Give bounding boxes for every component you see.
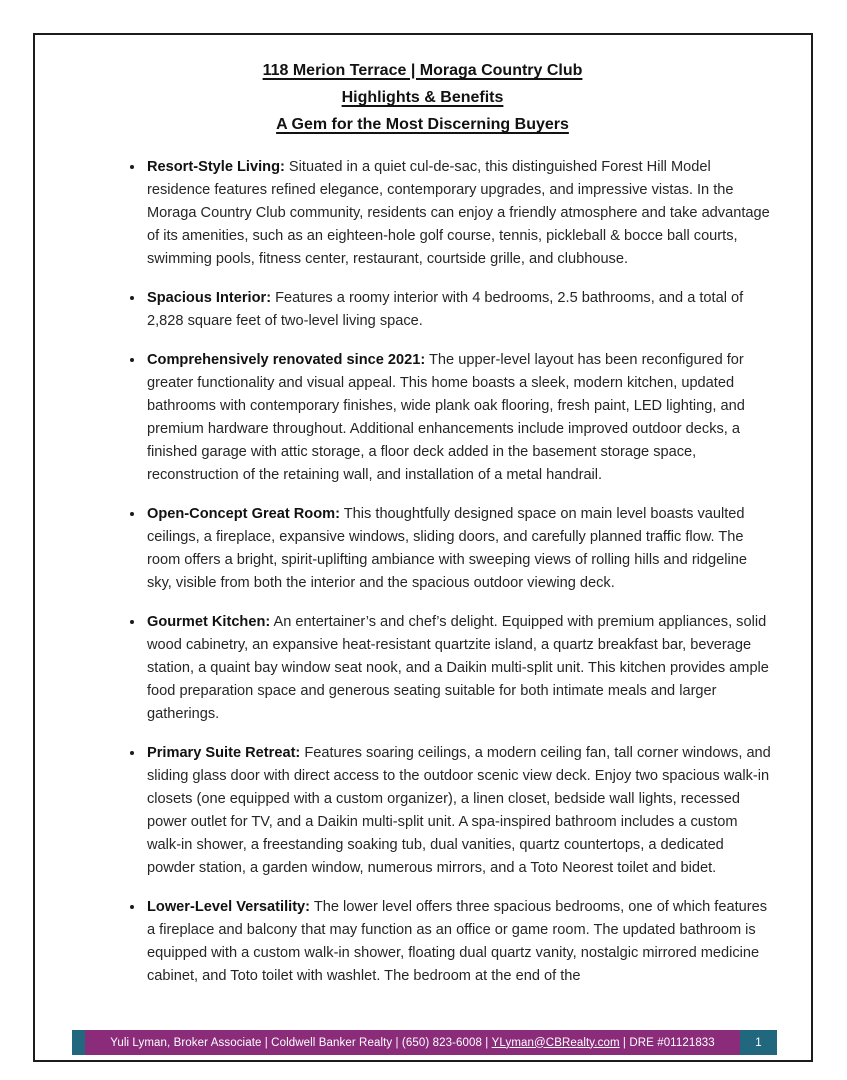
footer-contact-bar <box>85 1030 740 1055</box>
highlight-text: Features a roomy interior with 4 bedrooms, 2.5 bathrooms, and a total of 2,828 square feet of two-level living space. <box>147 290 744 329</box>
document-page <box>33 33 813 1062</box>
footer-contact-text: Yuli Lyman, Broker Associate | Coldwell Banker Realty | (650) 823-6008 | <box>110 1036 492 1049</box>
highlight-text: This thoughtfully designed space on main level boasts vaulted ceilings, a fireplace, expansive windows, sliding doors, and carefully planned traffic flow. The room offers a bright, spirit-uplifting ambiance with sweeping views of rolling hills and ridgeline sky, visible from both the interior and the spacious outdoor viewing deck. <box>147 506 747 591</box>
highlight-item-spacious-interior <box>145 286 775 333</box>
highlight-lead: Resort-Style Living: <box>147 159 285 175</box>
highlight-lead: Comprehensively renovated since 2021: <box>147 352 426 368</box>
title-line-tagline: A Gem for the Most Discerning Buyers <box>276 116 569 133</box>
page-number: 1 <box>755 1036 762 1049</box>
page-number-badge <box>740 1030 777 1055</box>
highlight-item-lower-level <box>145 895 775 988</box>
highlight-item-gourmet-kitchen <box>145 610 775 726</box>
highlight-lead: Spacious Interior: <box>147 290 272 306</box>
highlight-text: The lower level offers three spacious bedrooms, one of which features a fireplace and balcony that may function as an office or game room. The updated bathroom is equipped with a custom walk-in shower, floating dual quartz vanity, nostalgic mirrored medicine cabinet, and Toto toilet with washlet. The bedroom at the end of the <box>147 899 768 984</box>
highlight-item-resort-style-living <box>145 155 775 271</box>
highlight-text: The upper-level layout has been reconfigured for greater functionality and visual appeal. This home boasts a sleek, modern kitchen, updated bathrooms with contemporary finishes, wide plank oak flooring, fresh paint, LED lighting, and premium hardware throughout. Additional enhancements include improved outdoor decks, a finished garage with attic storage, a floor deck added in the basement storage space, reconstruction of the retaining wall, and installation of a metal handrail. <box>147 352 745 483</box>
title-line-address: 118 Merion Terrace | Moraga Country Club <box>262 62 583 79</box>
page-content <box>35 35 811 988</box>
highlight-text: Situated in a quiet cul-de-sac, this distinguished Forest Hill Model residence features refined elegance, contemporary upgrades, and impressive vistas. In the Moraga Country Club community, residents can enjoy a friendly atmosphere and take advantage of its amenities, such as an eighteen-hole golf course, tennis, pickleball & bocce ball courts, swimming pools, fitness center, restaurant, courtside grille, and clubhouse. <box>147 159 770 267</box>
document-title <box>70 57 775 138</box>
page-footer <box>72 1030 777 1055</box>
highlight-lead: Open-Concept Great Room: <box>147 506 340 522</box>
title-line-highlights: Highlights & Benefits <box>341 89 504 106</box>
highlight-item-renovated <box>145 348 775 487</box>
highlight-lead: Gourmet Kitchen: <box>147 614 271 630</box>
footer-license-text: | DRE #01121833 <box>619 1036 715 1049</box>
highlight-text: Features soaring ceilings, a modern ceiling fan, tall corner windows, and sliding glass door with direct access to the outdoor scenic view deck. Enjoy two spacious walk-in closets (one equipped with a custom organizer), a linen closet, bedside wall lights, recessed power outlet for TV, and a Daikin multi-split unit. A spa-inspired bathroom includes a custom walk-in shower, a freestanding soaking tub, dual vanities, quartz countertops, a dedicated powder station, a garden window, numerous mirrors, and a Toto Neorest toilet and bidet. <box>147 745 771 876</box>
highlight-lead: Primary Suite Retreat: <box>147 745 301 761</box>
highlights-list <box>70 155 775 988</box>
highlight-lead: Lower-Level Versatility: <box>147 899 311 915</box>
email-link[interactable]: YLyman@CBRealty.com <box>491 1036 620 1049</box>
footer-accent-block <box>72 1030 85 1055</box>
highlight-text: An entertainer’s and chef’s delight. Equipped with premium appliances, solid wood cabinetry, an expansive heat-resistant quartzite island, a quartz breakfast bar, beverage station, a quaint bay window seat nook, and a Daikin multi-split unit. This kitchen provides ample food preparation space and generous seating suitable for both intimate meals and larger gatherings. <box>147 614 769 722</box>
highlight-item-great-room <box>145 502 775 595</box>
highlight-item-primary-suite <box>145 741 775 880</box>
